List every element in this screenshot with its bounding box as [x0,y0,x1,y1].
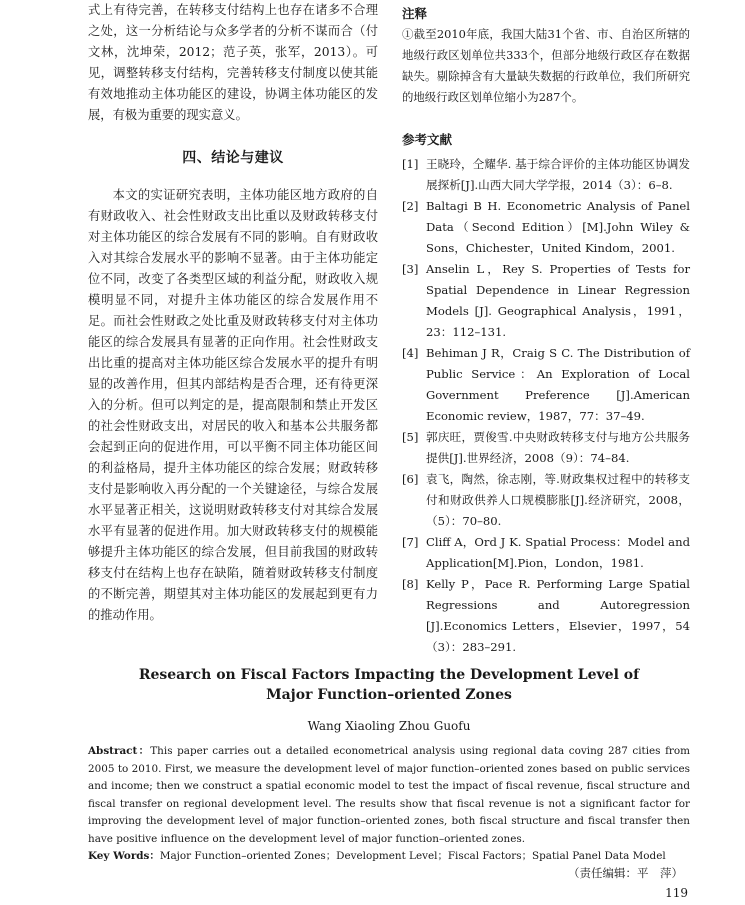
references-heading: 参考文献 [402,132,453,147]
reference-item [402,427,690,469]
reference-number: [7] [402,535,419,549]
english-abstract-block [88,665,690,865]
intro-paragraph: 式上有待完善，在转移支付结构上也存在诸多不合理之处，这一分析结论与众多学者的分析不谋而合（付文林，沈坤荣，2012；范子英，张军，2013）。可见，调整转移支付结构，完善转移支付制度以使其能有效地推动主体功能区的建设，协调主体功能区的发展，有极为重要的现实意义。 [88,3,378,122]
english-title-line1: Research on Fiscal Factors Impacting the Development Level of [138,667,640,683]
responsible-editor: （责任编辑：平 萍） [568,866,683,880]
reference-text: Anselin L，Rey S. Properties of Tests for Spatial Dependence in Linear Regression Models [J]. Geographical Analysis，1991，23：112–131. [426,262,690,339]
page-number: 119 [665,886,688,900]
reference-text: 王晓玲，仝耀华. 基于综合评价的主体功能区协调发展探析[J].山西大同大学学报，2014（3）：6–8. [426,157,690,192]
reference-item [402,343,690,427]
abstract-text: This paper carries out a detailed econometrical analysis using regional data coving 287 cities from 2005 to 2010. First, we measure the development level of major function–oriented zones based on public services and income; then we construct a spatial economic model to test the impact of fiscal revenue, fiscal structure and fiscal transfer on regional development level. The results show that fiscal revenue is not a significant factor for improving the development level of major function–oriented zones, both fiscal structure and fiscal transfer then have positive influence on the development level of major function–oriented zones. [88,745,691,845]
notes-text: ①截至2010年底，我国大陆31个省、市、自治区所辖的地级行政区划单位共333个，但部分地级行政区存在数据缺失。剔除掉含有大量缺失数据的行政单位，我们所研究的地级行政区划单位缩小为287个。 [402,27,690,104]
left-column [88,0,378,626]
reference-text: 袁飞，陶然，徐志刚，等.财政集权过程中的转移支付和财政供养人口规模膨胀[J].经济研究，2008，（5）：70–80. [426,472,690,528]
reference-number: [3] [402,262,419,276]
reference-text: Kelly P，Pace R. Performing Large Spatial Regressions and Autoregression [J].Economics Letters，Elsevier，1997，54（3）：283–291. [426,577,690,654]
english-keywords [88,848,690,865]
right-column [402,0,690,658]
conclusion-paragraph: 本文的实证研究表明，主体功能区地方政府的自有财政收入、社会性财政支出比重以及财政转移支付对主体功能区的综合发展有不同的影响。自有财政收入对其综合发展水平的影响不显著。由于主体功能定位不同，改变了各类型区域的利益分配，财政收入规模明显不同，对提升主体功能区的综合发展作用不足。而社会性财政之处比重及财政转移支付对主体功能区的综合发展具有显著的正向作用。社会性财政支出比重的提高对主体功能区综合发展水平的提升有明显的改善作用，但其内部结构是否合理，还有待更深入的分析。但可以判定的是，提高限制和禁止开发区的社会性财政支出，对居民的收入和基本公共服务都会起到正向的促进作用，可以平衡不同主体功能区间的利益格局，提升主体功能区的综合发展；财政转移支付是影响收入再分配的一个关键途径，与综合发展水平显著正相关，这说明财政转移支付对其综合发展水平有显著的促进作用。加大财政转移支付的规模能够提升主体功能区的综合发展，但目前我国的财政转移支付在结构上也存在缺陷，随着财政转移支付制度的不断完善，期望其对主体功能区的发展起到更有力的推动作用。 [88,188,378,622]
reference-item [402,532,690,574]
notes-heading: 注释 [402,6,428,21]
reference-item [402,574,690,658]
reference-text: Cliff A，Ord J K. Spatial Process：Model and Application[M].Pion，London，1981. [426,535,690,570]
english-abstract [88,743,690,848]
reference-number: [2] [402,199,419,213]
reference-number: [1] [402,157,419,171]
section-heading: 四、结论与建议 [182,150,284,166]
keywords-label: Key Words： [88,850,160,862]
reference-text: Baltagi B H. Econometric Analysis of Panel Data（Second Edition）[M].John Wiley & Sons，Chichester，United Kindom，2001. [426,199,690,255]
abstract-label: Abstract： [88,745,151,757]
reference-number: [6] [402,472,419,486]
reference-item [402,196,690,259]
keywords-text: Major Function–oriented Zones；Development Level；Fiscal Factors；Spatial Panel Data Model [159,850,666,862]
english-title-line2: Major Function–oriented Zones [266,687,512,703]
reference-text: 郭庆旺，贾俊雪.中央财政转移支付与地方公共服务提供[J].世界经济，2008（9）：74–84. [426,430,690,465]
reference-text: Behiman J R，Craig S C. The Distribution of Public Service：An Exploration of Local Government Preference [J].American Economic review，1987，77：37–49. [426,346,690,423]
english-authors: Wang Xiaoling Zhou Guofu [307,719,471,733]
reference-number: [5] [402,430,419,444]
reference-item [402,154,690,196]
reference-number: [8] [402,577,419,591]
reference-item [402,259,690,343]
reference-number: [4] [402,346,419,360]
reference-item [402,469,690,532]
